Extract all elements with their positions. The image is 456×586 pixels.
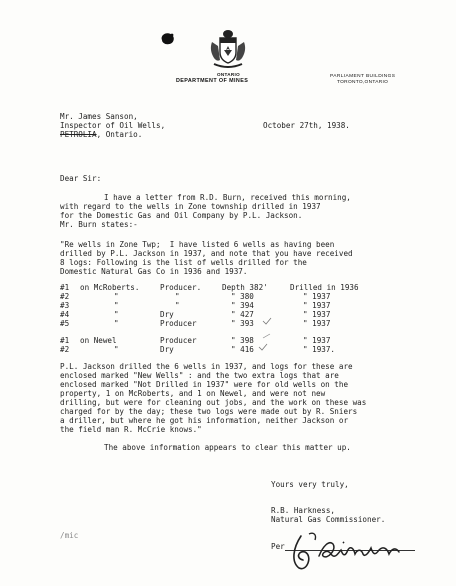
well-depth: " 427 [231, 310, 254, 319]
ink-blot-icon [160, 32, 176, 46]
well-status: " [175, 292, 180, 301]
well-location: " [114, 301, 119, 310]
letter-date: October 27th, 1938. [263, 121, 350, 130]
recipient-line1: Mr. James Sanson, [60, 112, 138, 121]
paragraph3: The above information appears to clear this matter up. [104, 443, 351, 452]
quote-line4: Domestic Natural Gas Co in 1936 and 1937. [60, 267, 248, 276]
letterhead-address-line2: TORONTO,ONTARIO [337, 80, 389, 85]
well-year: Drilled in 1936 [290, 283, 359, 292]
paragraph2-line7: a driller, but where he got his information, neither Jackson or [60, 416, 349, 425]
closing: Yours very truly, [271, 480, 349, 489]
per-label: Per [271, 542, 285, 551]
paragraph1-line2: with regard to the wells in Zone township drilled in 1937 [60, 202, 321, 211]
recipient-line2: Inspector of Oil Wells, [60, 121, 166, 130]
salutation: Dear Sir: [60, 174, 102, 183]
well-no: #1 [60, 336, 70, 345]
well-year: " 1937 [303, 292, 331, 301]
quote-line2: drilled by P.L. Jackson in 1937, and note that you have received [60, 249, 353, 258]
well-depth: " 380 [231, 292, 254, 301]
well-status: Dry [160, 310, 174, 319]
well-status: Producer. [160, 283, 202, 292]
paragraph1-line3: for the Domestic Gas and Oil Company by P.L. Jackson. [60, 211, 303, 220]
paragraph1-line1: I have a letter from R.D. Burn, received this morning, [104, 193, 351, 202]
signatory-title: Natural Gas Commissioner. [271, 515, 386, 524]
well-year: " 1937 [303, 301, 331, 310]
quote-line3: 8 logs: Following is the list of wells drilled for the [60, 258, 307, 267]
well-depth: " 398 [231, 336, 254, 345]
well-no: #2 [60, 292, 70, 301]
well-location: on Newel [80, 336, 117, 345]
recipient-city: PETROLIA [60, 130, 97, 139]
typist-initials: /mic [60, 531, 79, 540]
well-no: #2 [60, 345, 70, 354]
well-status: Dry [160, 345, 174, 354]
letterhead-address-line1: PARLIAMENT BUILDINGS [330, 74, 396, 79]
well-location: on McRoberts. [80, 283, 140, 292]
paragraph2-line3: enclosed marked "Not Drilled in 1937" were for old wells on the [60, 380, 349, 389]
quote-line1: "Re wells in Zone Twp; I have listed 6 wells as having been [60, 240, 335, 249]
paragraph2-line5: drilling, but were for cleaning out jobs, and the work on these was [60, 398, 367, 407]
recipient-line3 [60, 130, 142, 139]
recipient-province: , Ontario. [96, 130, 143, 139]
well-location: " [114, 310, 119, 319]
well-no: #5 [60, 319, 70, 328]
well-no: #1 [60, 283, 70, 292]
well-year: " 1937 [303, 310, 331, 319]
well-no: #4 [60, 310, 70, 319]
well-location: " [114, 345, 119, 354]
well-location: " [114, 319, 119, 328]
letterhead-department: DEPARTMENT OF MINES [176, 78, 249, 84]
well-status: Producer [160, 336, 197, 345]
well-depth: Depth 382' [222, 283, 268, 292]
well-status: Producer [160, 319, 197, 328]
well-depth: " 393 [231, 319, 254, 328]
pencil-tick-icon [262, 333, 272, 341]
ontario-crest-icon [206, 28, 250, 70]
well-year: " 1937 [303, 336, 331, 345]
well-depth: " 416 [231, 345, 254, 354]
paragraph2-line2: enclosed marked "New Wells" : and the two extra logs that are [60, 371, 339, 380]
well-year: " 1937. [303, 345, 336, 354]
paragraph2-line6: charged for by the day; these two logs were made out by R. Sniers [60, 407, 358, 416]
well-year: " 1937 [303, 319, 331, 328]
well-status: " [175, 301, 180, 310]
paragraph1-line4: Mr. Burn states:- [60, 220, 138, 229]
well-no: #3 [60, 301, 70, 310]
paragraph2-line8: the field man R. McCrie knows." [60, 425, 202, 434]
pencil-tick-icon [258, 343, 268, 351]
handwritten-signature [283, 526, 423, 576]
paragraph2-line1: P.L. Jackson drilled the 6 wells in 1937, and logs for these are [60, 362, 353, 371]
letterhead-province: ONTARIO [217, 72, 240, 77]
paragraph2-line4: property, 1 on McRoberts, and 1 on Newel, and were not new [60, 389, 326, 398]
signatory-name: R.B. Harkness, [271, 506, 336, 515]
pencil-tick-icon [262, 317, 272, 325]
well-depth: " 394 [231, 301, 254, 310]
well-location: " [114, 292, 119, 301]
